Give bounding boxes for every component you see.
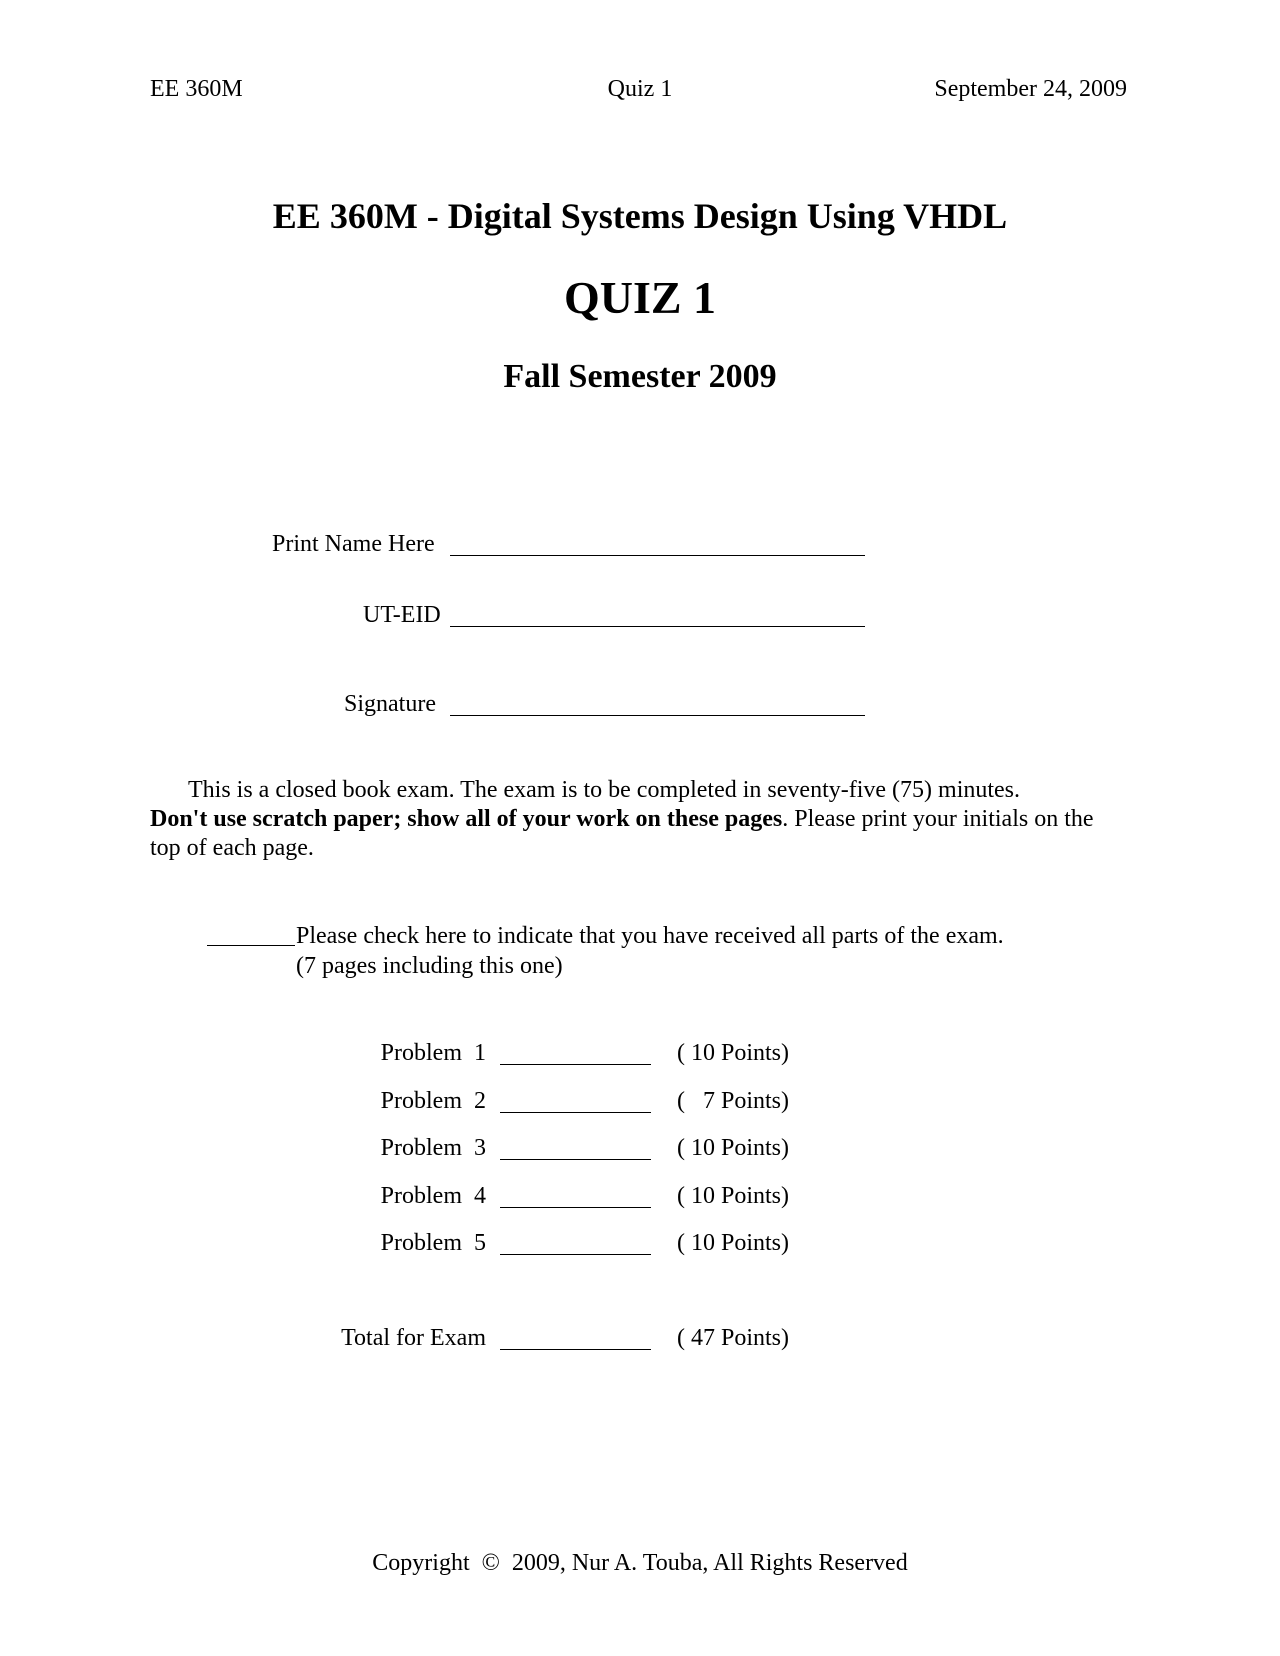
problem-1-label: Problem 1 <box>380 1040 486 1066</box>
instructions-paragraph <box>150 776 1110 863</box>
problem-4-label: Problem 4 <box>380 1183 486 1209</box>
problem-3-label: Problem 3 <box>380 1135 486 1161</box>
problem-2-points: ( 7 Points) <box>677 1088 790 1114</box>
signature-label: Signature <box>344 691 436 717</box>
received-check-blank[interactable] <box>207 945 295 946</box>
print-name-label: Print Name Here <box>272 531 435 557</box>
problem-2-score-blank[interactable] <box>500 1112 651 1113</box>
instructions-bold: Don't use scratch paper; show all of your work on these pages <box>150 806 783 832</box>
header-course: EE 360M <box>150 76 243 102</box>
semester-title: Fall Semester 2009 <box>503 358 777 395</box>
print-name-blank[interactable] <box>450 555 865 556</box>
received-check-text: Please check here to indicate that you have received all parts of the exam. <box>296 923 1004 949</box>
ut-eid-blank[interactable] <box>450 626 865 627</box>
problem-5-score-blank[interactable] <box>500 1254 651 1255</box>
total-points: ( 47 Points) <box>677 1325 790 1351</box>
instructions-rest: . Please print your initials on the top of each page. <box>150 806 1094 861</box>
total-score-blank[interactable] <box>500 1349 651 1350</box>
ut-eid-label: UT-EID <box>363 602 441 628</box>
course-title: EE 360M - Digital Systems Design Using VHDL <box>272 196 1008 236</box>
header-date: September 24, 2009 <box>934 76 1127 102</box>
problem-1-points: ( 10 Points) <box>677 1040 790 1066</box>
problem-5-label: Problem 5 <box>380 1230 486 1256</box>
header-exam: Quiz 1 <box>607 76 673 102</box>
signature-blank[interactable] <box>450 715 865 716</box>
problem-3-score-blank[interactable] <box>500 1159 651 1160</box>
total-label: Total for Exam <box>341 1325 486 1351</box>
page-count-note: (7 pages including this one) <box>296 953 563 979</box>
quiz-title: QUIZ 1 <box>563 272 717 323</box>
problem-2-label: Problem 2 <box>380 1088 486 1114</box>
problem-4-points: ( 10 Points) <box>677 1183 790 1209</box>
instructions-line1: This is a closed book exam. The exam is to be completed in seventy-five (75) minutes. <box>188 777 1021 803</box>
problem-5-points: ( 10 Points) <box>677 1230 790 1256</box>
copyright-footer: Copyright © 2009, Nur A. Touba, All Rights Reserved <box>372 1550 908 1576</box>
problem-3-points: ( 10 Points) <box>677 1135 790 1161</box>
problem-1-score-blank[interactable] <box>500 1064 651 1065</box>
problem-4-score-blank[interactable] <box>500 1207 651 1208</box>
